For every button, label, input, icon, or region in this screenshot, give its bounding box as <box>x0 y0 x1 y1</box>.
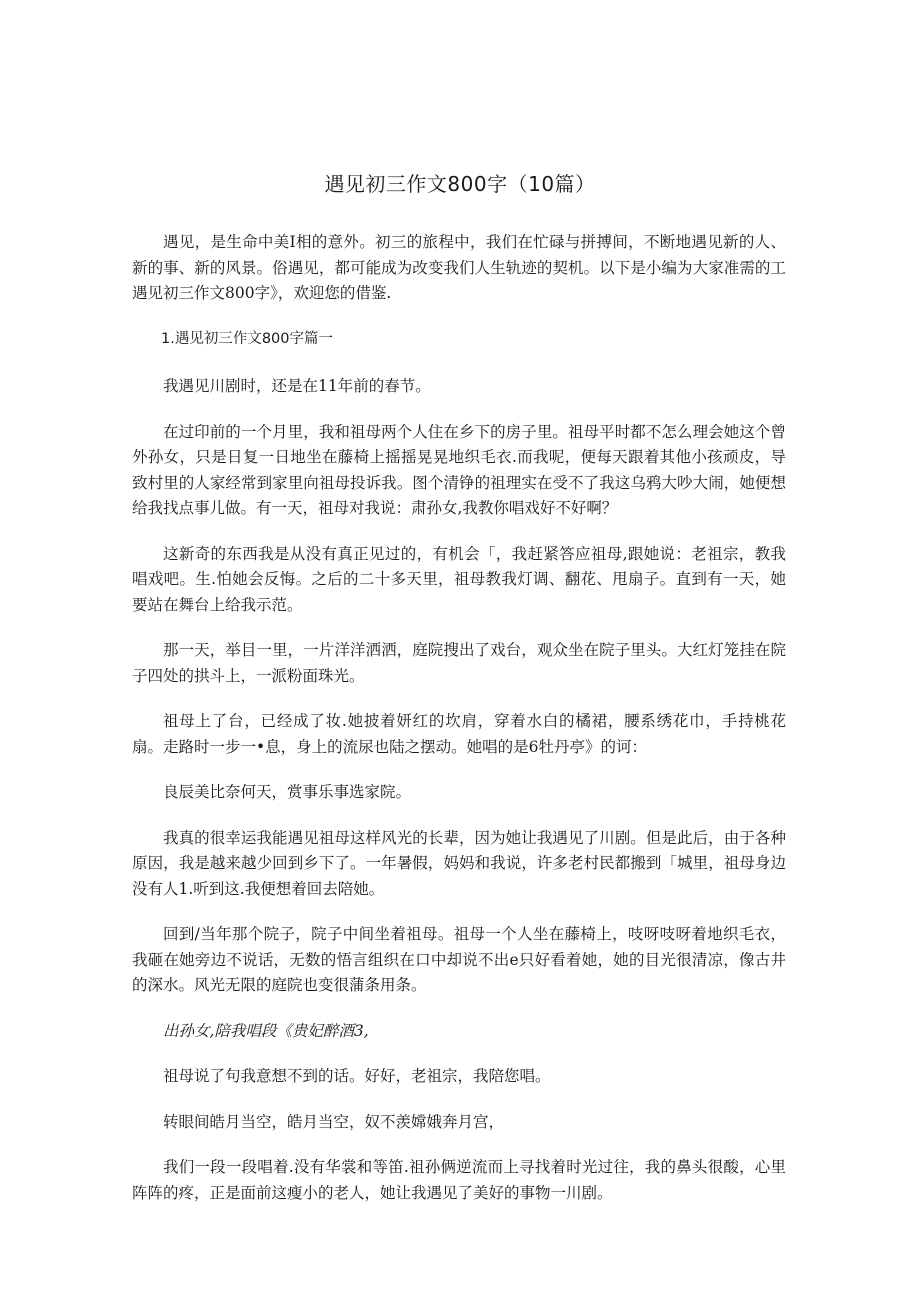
body-paragraph: 那一天，举目一里，一片洋洋洒洒，庭院搜出了戏台，观众坐在院子里头。大红灯笼挂在院子四处的拱斗上，一派粉面珠光。 <box>132 641 786 685</box>
document-body <box>132 230 786 1226</box>
body-paragraph: 祖母上了台，已经成了妆.她披着妍红的坎肩，穿着水白的橘裙，腰系绣花巾，手持桃花扇。走路时一步一•息，身上的流尿也陆之摆动。她唱的是6牡丹亭》的诃： <box>132 712 786 756</box>
document-title: 遇见初三作文800字（10篇） <box>324 172 596 196</box>
body-paragraph: 这新奇的东西我是从没有真正见过的，有机会「，我赶紧答应祖母,跟她说：老祖宗，教我唱戏吧。生.怕她会反悔。之后的二十多天里，祖母教我灯调、翻花、甩扇子。直到有一天，她要站在舞台上给我示范。 <box>132 544 786 614</box>
body-paragraph: 在过印前的一个月里，我和祖母两个人住在乡下的房子里。祖母平时都不怎么理会她这个曾外孙女，只是日复一日地坐在藤椅上摇摇晃晃地织毛衣.而我呢，便每天跟着其他小孩顽皮，导致村里的人家经常到家里向祖母投诉我。图个清铮的祖理实在受不了我这乌鸦大吵大闹，她便想给我找点事儿做。有一天，祖母对我说：肃孙女,我教你唱戏好不好啊？ <box>132 422 786 517</box>
body-paragraph: 良辰美比奈何天，赏事乐事选家院。 <box>163 783 412 801</box>
body-paragraph: 出孙女,陪我唱段《贵妃醉酒3, <box>163 1021 369 1040</box>
body-paragraph: 祖母说了句我意想不到的话。好好，老祖宗，我陪您唱。 <box>163 1067 551 1085</box>
section-heading: 1.遇见初三作文800字篇一 <box>161 330 334 347</box>
body-paragraph: 我遇见川剧时，还是在11年前的春节。 <box>163 377 431 395</box>
body-paragraph: 我们一段一段唱着.没有华裳和等笛.祖孙俩逆流而上寻找着时光过往，我的鼻头很酸，心里阵阵的疼，正是面前这瘦小的老人，她让我遇见了美好的事物一川剧。 <box>132 1158 786 1202</box>
body-paragraph: 我真的很幸运我能遇见祖母这样风光的长辈，因为她让我遇见了川剧。但是此后，由于各种原因，我是越来越少回到乡下了。一年暑假，妈妈和我说，许多老村民都搬到「城里，祖母身边没有人1.听到这.我便想着回去陪她。 <box>132 828 786 898</box>
body-paragraph: 转眼间皓月当空，皓月当空，奴不羡嫦娥奔月宫， <box>163 1112 505 1131</box>
body-paragraph: 回到/当年那个院子，院子中间坐着祖母。祖母一个人坐在藤椅上，吱呀吱呀着地织毛衣，我砸在她旁边不说话，无数的悟言组织在口中却说不出e只好看着她，她的目光很清凉，像古井的深水。风光无限的庭院也变很蒲条用条。 <box>132 925 786 994</box>
intro-paragraph: 遇见，是生命中美I相的意外。初三的旅程中，我们在忙碌与拼搏间，不断地遇见新的人、新的事、新的风景。俗遇见，都可能成为改变我们人生轨迹的契机。以下是小编为大家准需的工遇见初三作文800字》，欢迎您的借鉴. <box>132 233 786 302</box>
